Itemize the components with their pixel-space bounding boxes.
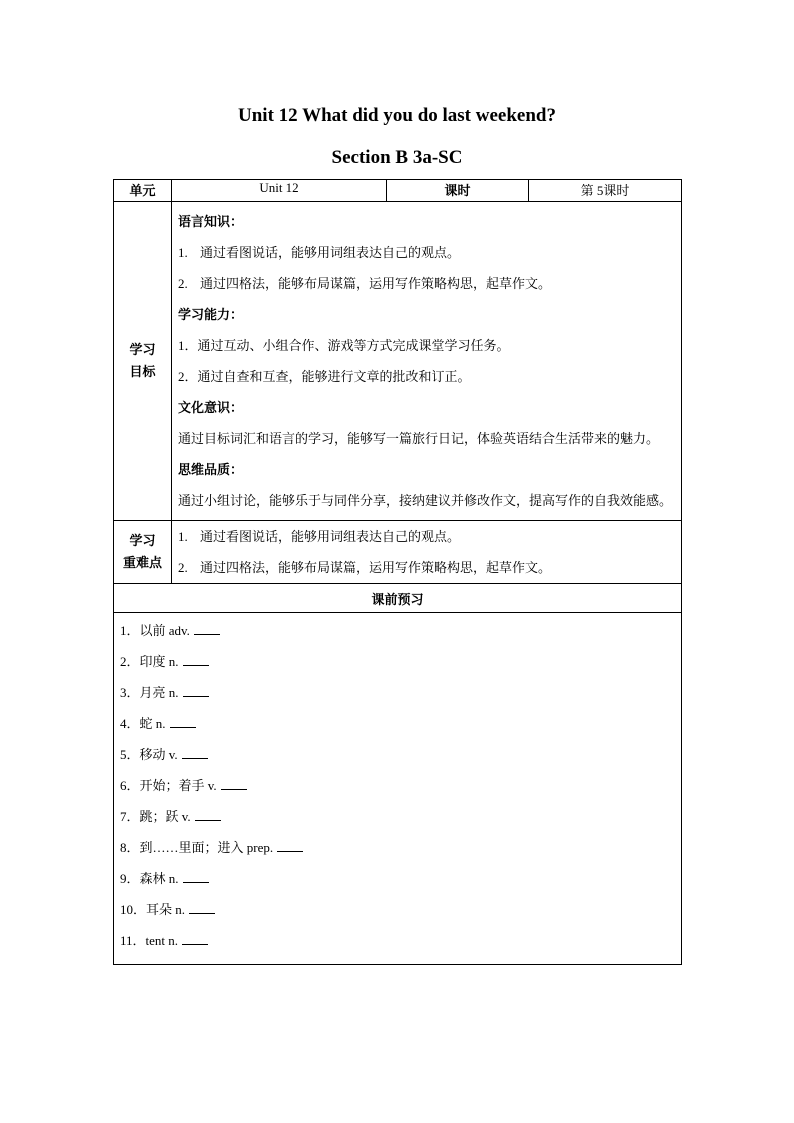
unit-label: 单元 — [114, 180, 172, 202]
vocab-item-text: 1．以前 adv. — [120, 623, 190, 638]
item-number: 2． — [178, 369, 198, 384]
vocab-item-text: 10．耳朵 n. — [120, 902, 186, 917]
vocab-item-text: 6．开始；着手 v. — [120, 778, 217, 793]
vocab-item — [120, 925, 675, 956]
answer-blank[interactable] — [170, 715, 196, 728]
item-number: 2. — [178, 276, 188, 291]
vocab-item — [120, 677, 675, 708]
vocab-item — [120, 739, 675, 770]
cultural-awareness-text: 通过目标词汇和语言的学习，能够写一篇旅行日记，体验英语结合生活带来的魅力。 — [178, 431, 660, 446]
key-points-content — [172, 521, 682, 584]
vocab-item — [120, 894, 675, 925]
thinking-quality-title: 思维品质： — [178, 462, 244, 477]
item-text: 通过看图说话，能够用词组表达自己的观点。 — [200, 529, 461, 544]
vocab-item — [120, 832, 675, 863]
vocab-item-text: 8．到……里面；进入 prep. — [120, 840, 274, 855]
answer-blank[interactable] — [221, 777, 247, 790]
list-item — [178, 361, 675, 392]
key-points-side-label — [114, 521, 172, 584]
vocab-item — [120, 615, 675, 646]
key-points-label-line-1: 学习 — [129, 533, 156, 548]
document-title: Unit 12 What did you do last weekend? — [238, 105, 556, 126]
objectives-row — [114, 202, 682, 521]
answer-blank[interactable] — [182, 746, 208, 759]
preview-banner: 课前预习 — [114, 584, 682, 613]
key-points-label-line-2: 重难点 — [122, 555, 162, 570]
item-number: 1. — [178, 245, 188, 260]
key-points-row — [114, 521, 682, 584]
list-item — [178, 330, 675, 361]
vocab-item-text: 5．移动 v. — [120, 747, 178, 762]
answer-blank[interactable] — [277, 839, 303, 852]
preview-vocab-list — [114, 613, 682, 965]
vocab-item — [120, 863, 675, 894]
preview-items-row — [114, 613, 682, 965]
list-item — [178, 268, 675, 299]
answer-blank[interactable] — [182, 932, 208, 945]
vocab-item-text: 3．月亮 n. — [120, 685, 179, 700]
objectives-label-line-1: 学习 — [129, 342, 156, 357]
cultural-awareness-title: 文化意识： — [178, 400, 244, 415]
period-value: 第 5课时 — [529, 180, 682, 202]
item-number: 1. — [178, 529, 188, 544]
period-label: 课时 — [387, 180, 529, 202]
document-subtitle: Section B 3a-SC — [331, 147, 463, 168]
objectives-side-label — [114, 202, 172, 521]
item-text: 通过四格法，能够布局谋篇，运用写作策略构思，起草作文。 — [200, 560, 552, 575]
vocab-item — [120, 770, 675, 801]
header-row — [114, 180, 682, 202]
vocab-item-text: 7．跳；跃 v. — [120, 809, 191, 824]
answer-blank[interactable] — [183, 653, 209, 666]
answer-blank[interactable] — [183, 684, 209, 697]
learning-ability-title: 学习能力： — [178, 307, 244, 322]
answer-blank[interactable] — [183, 870, 209, 883]
item-number: 1． — [178, 338, 198, 353]
item-text: 通过看图说话，能够用词组表达自己的观点。 — [200, 245, 461, 260]
vocab-item-text: 4．蛇 n. — [120, 716, 166, 731]
vocab-item — [120, 708, 675, 739]
item-text: 通过自查和互查，能够进行文章的批改和订正。 — [197, 369, 471, 384]
vocab-item — [120, 646, 675, 677]
item-text: 通过互动、小组合作、游戏等方式完成课堂学习任务。 — [197, 338, 510, 353]
list-item — [178, 521, 675, 552]
list-item — [178, 237, 675, 268]
preview-banner-row — [114, 584, 682, 613]
thinking-quality-text: 通过小组讨论，能够乐于与同伴分享，接纳建议并修改作文，提高写作的自我效能感。 — [178, 493, 673, 508]
unit-value: Unit 12 — [172, 180, 387, 202]
language-knowledge-title: 语言知识： — [178, 214, 244, 229]
vocab-item — [120, 801, 675, 832]
item-text: 通过四格法，能够布局谋篇，运用写作策略构思，起草作文。 — [200, 276, 552, 291]
answer-blank[interactable] — [195, 808, 221, 821]
objectives-content — [172, 202, 682, 521]
lesson-plan-table — [113, 179, 682, 965]
objectives-label-line-2: 目标 — [129, 364, 156, 379]
vocab-item-text: 11．tent n. — [120, 933, 179, 948]
vocab-item-text: 9．森林 n. — [120, 871, 179, 886]
answer-blank[interactable] — [194, 622, 220, 635]
item-number: 2. — [178, 560, 188, 575]
answer-blank[interactable] — [189, 901, 215, 914]
list-item — [178, 552, 675, 583]
vocab-item-text: 2．印度 n. — [120, 654, 179, 669]
